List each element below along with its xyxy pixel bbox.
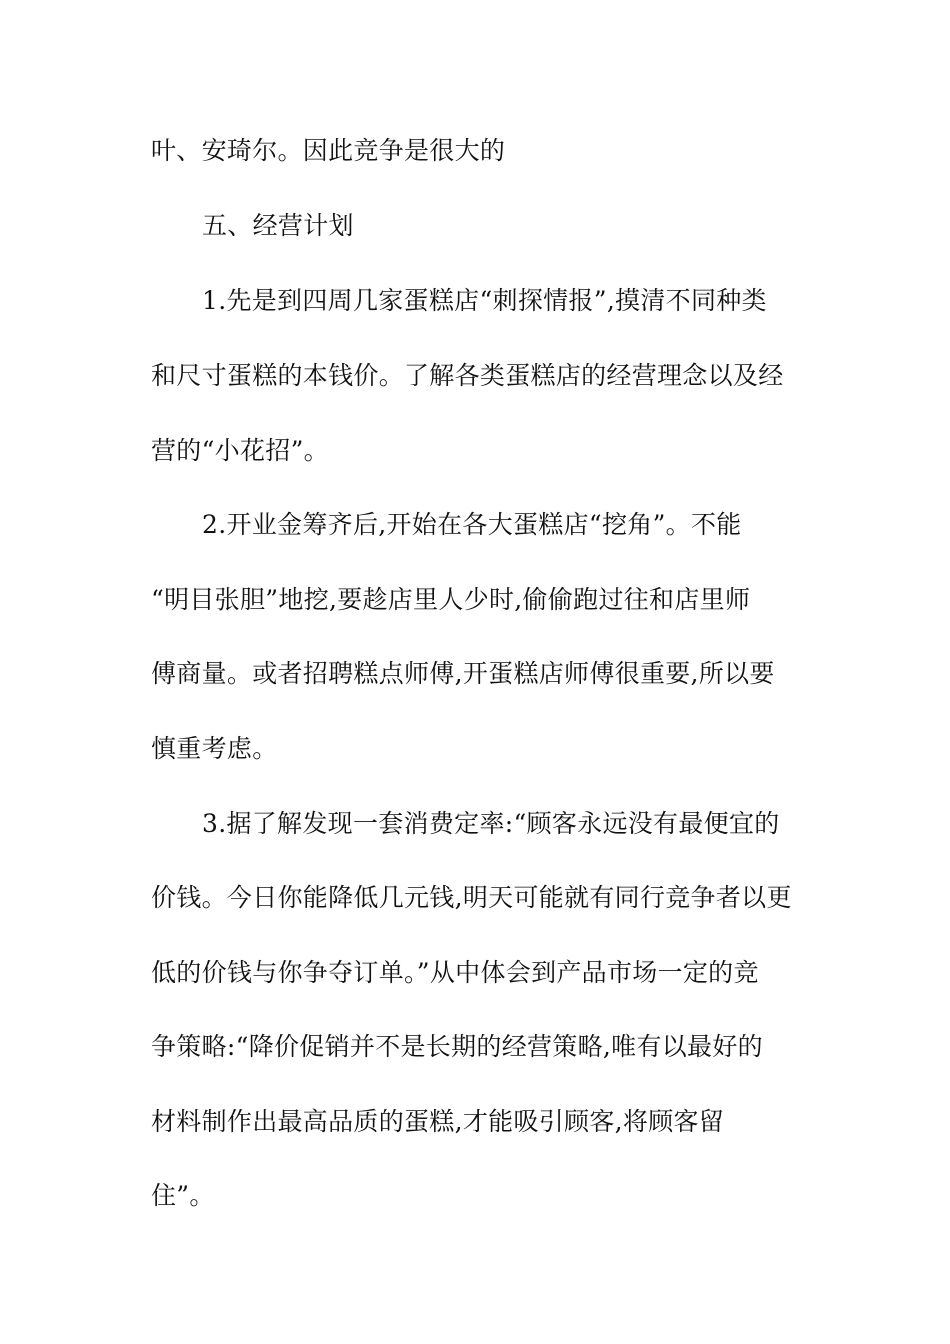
paragraph-line: 傅商量。或者招聘糕点师傅,开蛋糕店师傅很重要,所以要: [151, 659, 775, 688]
paragraph-line: 3.据了解发现一套消费定率:“顾客永远没有最便宜的: [202, 809, 780, 838]
paragraph-line: 住”。: [151, 1181, 215, 1210]
paragraph-line: 和尺寸蛋糕的本钱价。了解各类蛋糕店的经营理念以及经: [151, 361, 784, 390]
section-heading: 五、经营计划: [202, 211, 354, 240]
paragraph-line: 材料制作出最高品质的蛋糕,才能吸引顾客,将顾客留: [151, 1107, 725, 1136]
paragraph-line: 2.开业金筹齐后,开始在各大蛋糕店“挖角”。不能: [202, 510, 742, 539]
paragraph-line: “明目张胆”地挖,要趁店里人少时,偷偷跑过往和店里师: [151, 585, 751, 614]
paragraph-line: 1.先是到四周几家蛋糕店“刺探情报”,摸清不同种类: [202, 286, 767, 315]
paragraph-line: 低的价钱与你争夺订单。”从中体会到产品市场一定的竞: [151, 958, 759, 987]
paragraph-line: 价钱。今日你能降低几元钱,明天可能就有同行竞争者以更: [151, 883, 792, 912]
paragraph-line: 叶、安琦尔。因此竞争是很大的: [151, 136, 506, 165]
paragraph-line: 慎重考虑。: [151, 734, 278, 763]
paragraph-line: 争策略:“降价促销并不是长期的经营策略,唯有以最好的: [151, 1032, 763, 1061]
paragraph-line: 营的“小花招”。: [151, 436, 329, 465]
